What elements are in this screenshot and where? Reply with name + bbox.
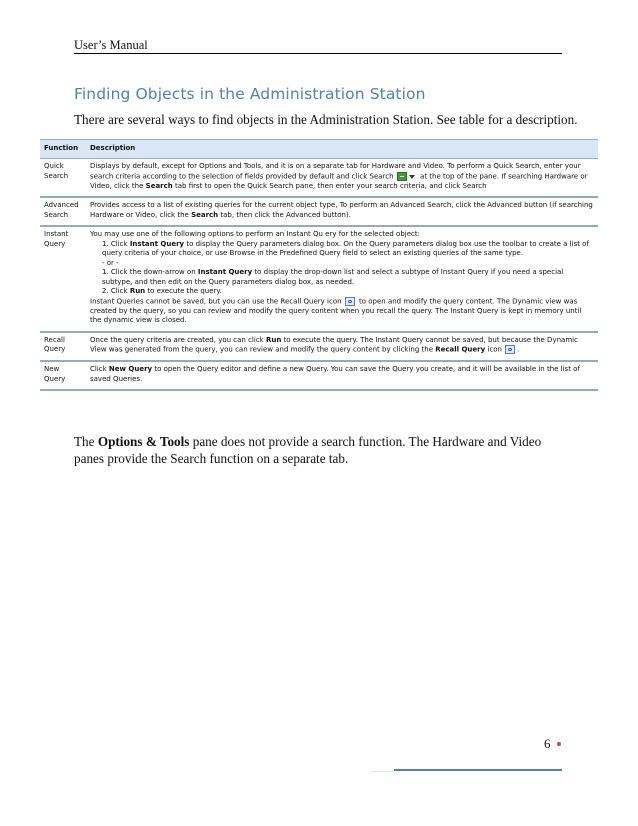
table-row bbox=[40, 159, 598, 198]
table-row bbox=[40, 197, 598, 226]
description-cell: Provides access to a list of existing queries for the current object type, To perform an Advanced Search, click the Advanced button (if searching Hardware or Video, click the Search tab, then click the Advanced button). bbox=[86, 197, 598, 226]
table-row bbox=[40, 332, 598, 362]
description-cell: Displays by default, except for Options and Tools, and it is on a separate tab for Hardware and Video. To perform a Quick Search, enter your search criteria according to the selection of fields provided by default and click Search at the top of the pane. If searching Hardware or Video, click the Search tab first to open the Quick Search pane, then enter your search criteria, and click Search bbox=[86, 159, 598, 198]
table-row bbox=[40, 226, 598, 332]
table-header-row bbox=[40, 140, 598, 159]
function-cell: Quick Search bbox=[40, 159, 86, 198]
section-title: Finding Objects in the Administration Station bbox=[74, 85, 426, 103]
function-cell: Advanced Search bbox=[40, 197, 86, 226]
table-row bbox=[40, 361, 598, 390]
section-intro: There are several ways to find objects in the Administration Station. See table for a description. bbox=[74, 112, 578, 127]
footer-rule-light bbox=[370, 771, 394, 772]
header-rule bbox=[74, 53, 562, 54]
function-cell: Recall Query bbox=[40, 332, 86, 362]
page-number: 6 bbox=[544, 736, 551, 751]
search-functions-table bbox=[40, 139, 598, 391]
column-header-description: Description bbox=[86, 140, 598, 159]
footer-rule bbox=[394, 769, 562, 771]
description-cell: Click New Query to open the Query editor and define a new Query. You can save the Query you create, and it will be available in the list of saved Queries. bbox=[86, 361, 598, 390]
closing-paragraph: The Options & Tools pane does not provide a search function. The Hardware and Video panes provide the Search function on a separate tab. bbox=[74, 434, 542, 466]
column-header-function: Function bbox=[40, 140, 86, 159]
recall-query-icon bbox=[345, 297, 356, 306]
running-header: User’s Manual bbox=[74, 38, 148, 52]
description-cell: Once the query criteria are created, you can click Run to execute the query. The Instant Query cannot be saved, but because the Dynamic View was generated from the query, you can review and modify the query content by clicking the Recall Query icon . bbox=[86, 332, 598, 362]
description-cell: You may use one of the following options to perform an Instant Qu ery for the selected object: 1. Click Instant Query to display the Query parameters dialog box. On the Query parameters dialog box use the toolbar to create a list of query criteria of your choice, or use Browse in the Predefined Query field to select an existing queries of the same type. - or - 1. Click the down-arrow on Instant Query to display the drop-down list and select a subtype of Instant Query if you need a special subtype, and then edit on the Query parameters dialog box, as needed. 2. Click Run to execute the query. Instant Queries cannot be saved, but you can use the Recall Query icon to open and modify the query content. The Dynamic view was created by the query, so you can review and modify the query content when you recall the query. The Instant Query is kept in memory until the dynamic view is closed. bbox=[86, 226, 598, 332]
recall-query-icon bbox=[505, 345, 516, 354]
page-number-bullet bbox=[557, 742, 561, 746]
function-cell: New Query bbox=[40, 361, 86, 390]
function-cell: Instant Query bbox=[40, 226, 86, 332]
search-icon bbox=[397, 172, 417, 181]
